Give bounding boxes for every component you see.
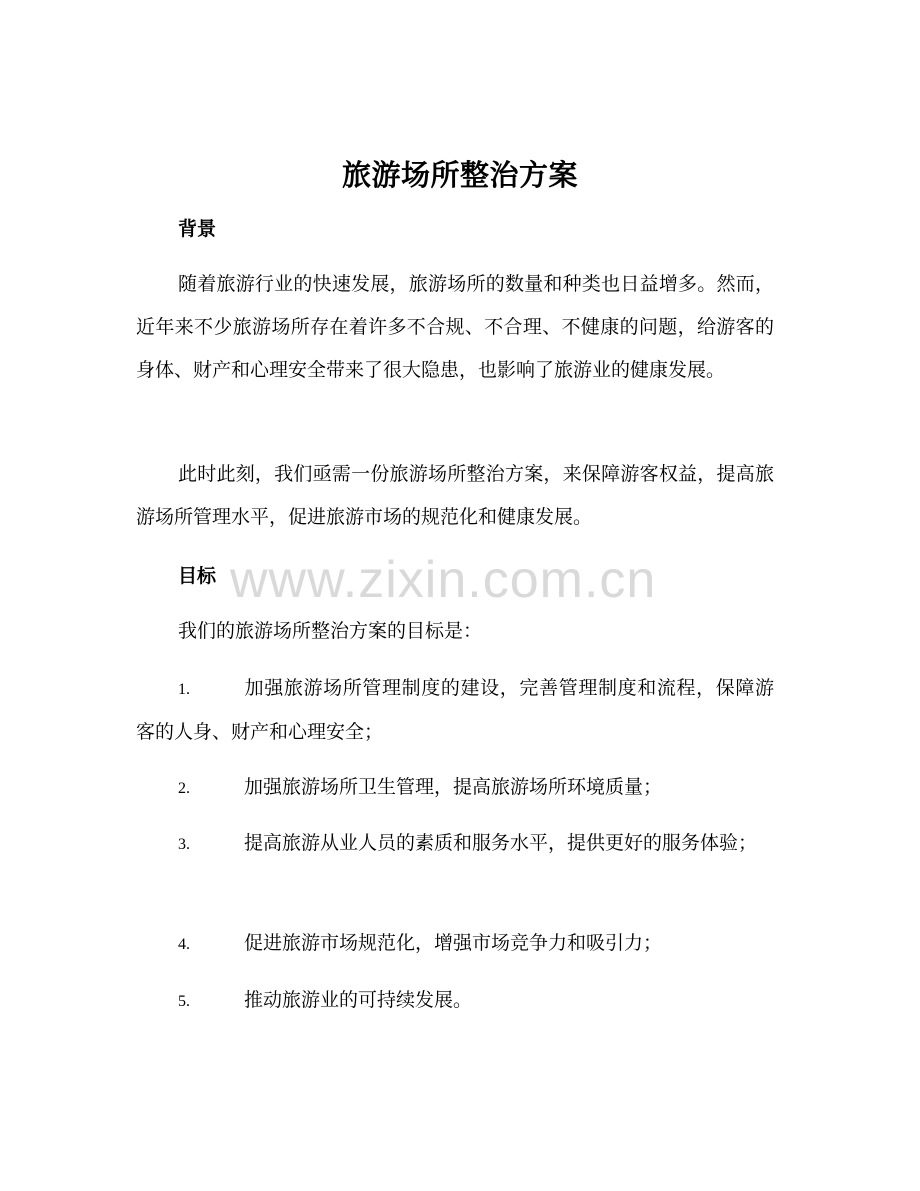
list-number: 5. <box>178 993 190 1010</box>
section-heading-goals: 目标 <box>178 565 217 587</box>
list-item-text: 加强旅游场所卫生管理，提高旅游场所环境质量； <box>244 776 663 798</box>
list-item-text: 加强旅游场所管理制度的建设，完善管理制度和流程，保障游客的人身、财产和心理安全； <box>136 677 774 743</box>
list-item <box>136 667 774 754</box>
watermark: www.zixin.com.cn <box>230 551 657 609</box>
section-heading-background: 背景 <box>178 218 217 240</box>
goals-intro: 我们的旅游场所整治方案的目标是： <box>178 620 483 642</box>
list-number: 1. <box>178 681 190 698</box>
document-title: 旅游场所整治方案 <box>341 158 578 192</box>
background-paragraph-2: 此时此刻，我们亟需一份旅游场所整治方案，来保障游客权益，提高旅游场所管理水平，促进旅游市场的规范化和健康发展。 <box>136 463 774 528</box>
list-number: 2. <box>178 780 190 797</box>
list-item-text: 提高旅游从业人员的素质和服务水平，提供更好的服务体验； <box>244 832 758 854</box>
list-item-text: 推动旅游业的可持续发展。 <box>244 989 473 1011</box>
list-item <box>136 979 774 1023</box>
list-item-text: 促进旅游市场规范化，增强市场竞争力和吸引力； <box>244 932 663 954</box>
list-item <box>136 922 774 966</box>
list-item <box>136 822 774 866</box>
background-paragraph-1: 随着旅游行业的快速发展，旅游场所的数量和种类也日益增多。然而，近年来不少旅游场所存在着许多不合规、不合理、不健康的问题，给游客的身体、财产和心理安全带来了很大隐患，也影响了旅游业的健康发展。 <box>136 273 774 381</box>
list-number: 4. <box>178 936 190 953</box>
list-number: 3. <box>178 836 190 853</box>
list-item <box>136 766 774 810</box>
